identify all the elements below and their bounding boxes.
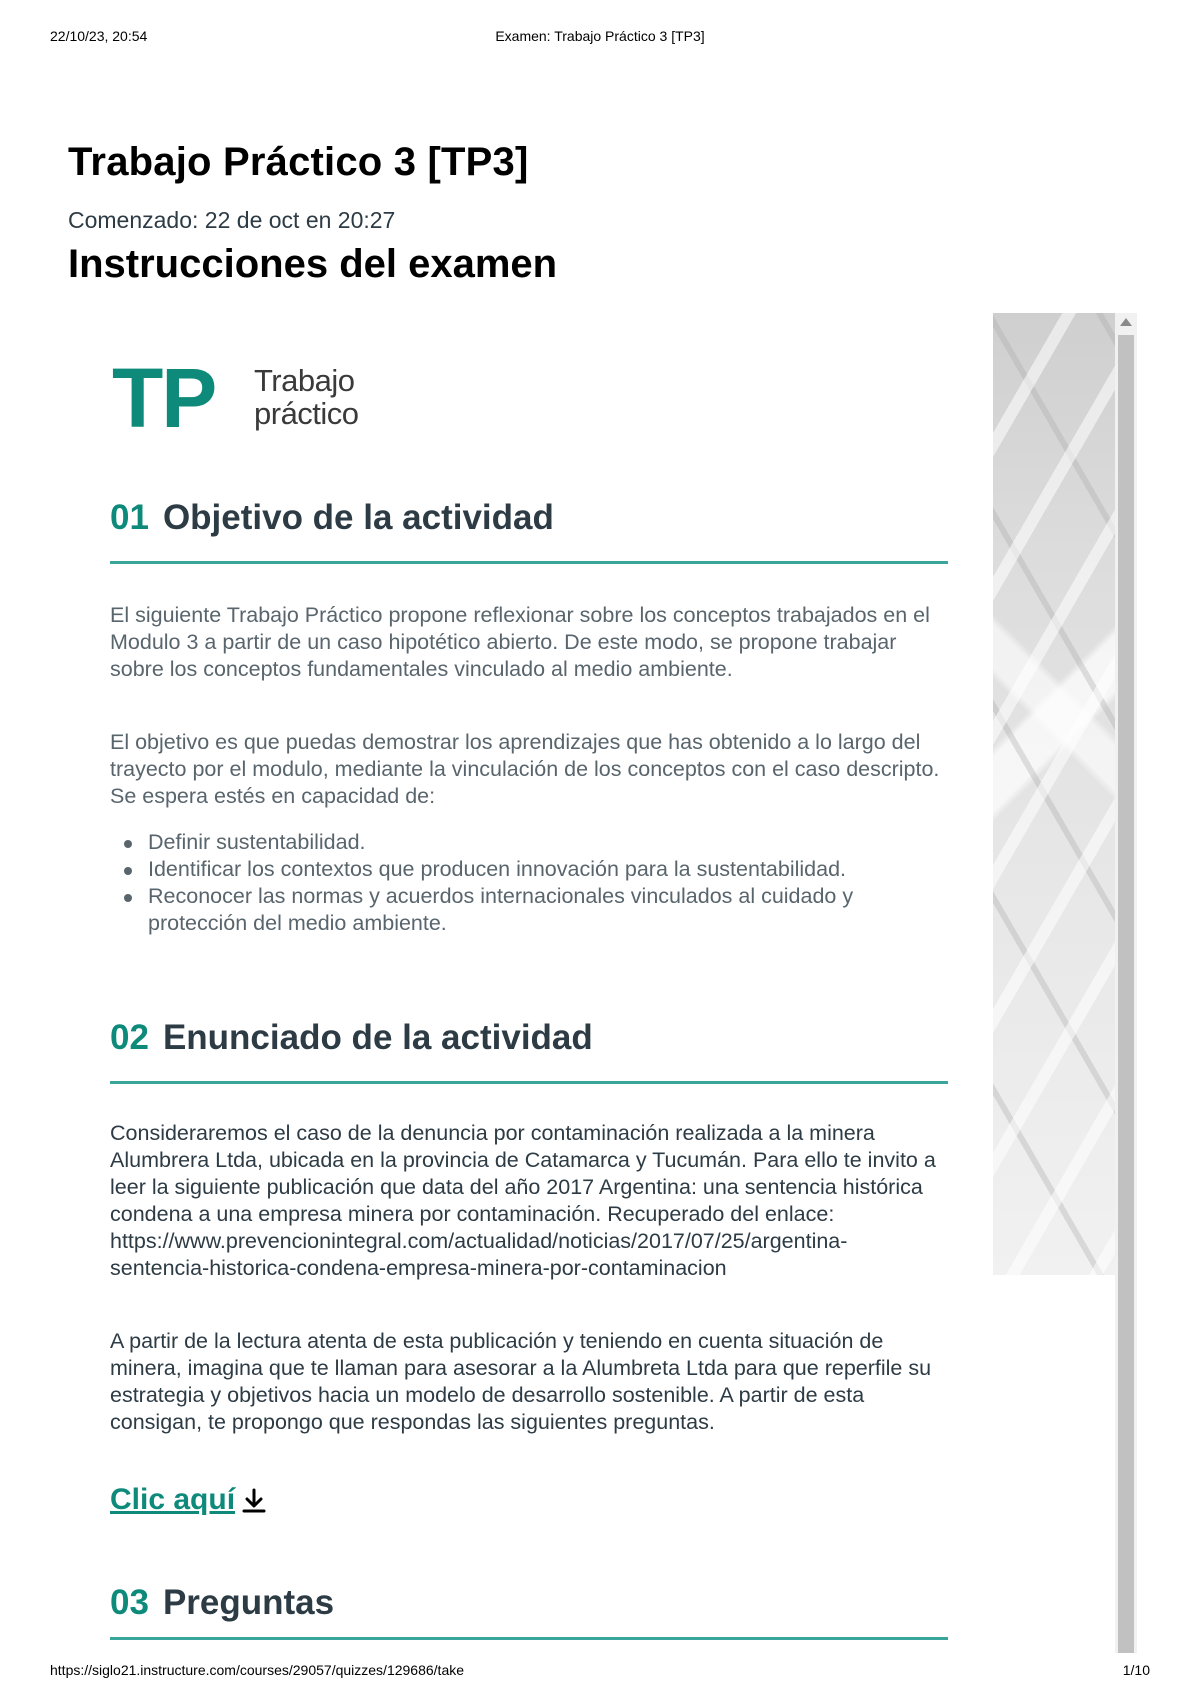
list-item: Definir sustentabilidad. [110, 829, 950, 856]
section-divider [110, 561, 948, 564]
section-number: 03 [110, 1583, 149, 1622]
objetivo-bullet-list [110, 829, 950, 937]
instructions-heading: Instrucciones del examen [68, 242, 558, 286]
logo-text [254, 364, 359, 430]
section-divider [110, 1081, 948, 1084]
section-heading-enunciado [110, 1018, 948, 1058]
print-page-title: Examen: Trabajo Práctico 3 [TP3] [495, 28, 705, 44]
section-divider [110, 1637, 948, 1640]
section-heading-preguntas [110, 1583, 948, 1623]
list-item: Reconocer las normas y acuerdos internacionales vinculados al cuidado y protección del medio ambiente. [110, 883, 950, 937]
print-url: https://siglo21.instructure.com/courses/29057/quizzes/129686/take [50, 1662, 465, 1678]
source-url-line-1: https://www.prevencionintegral.com/actualidad/noticias/2017/07/25/argentina- [110, 1229, 848, 1253]
download-link-label[interactable]: Clic aquí [110, 1483, 236, 1516]
list-item: Identificar los contextos que producen innovación para la sustentabilidad. [110, 856, 950, 883]
scroll-up-arrow-icon[interactable] [1120, 318, 1132, 326]
source-url-line-2: sentencia-historica-condena-empresa-minera-por-contaminacion [110, 1256, 727, 1280]
objetivo-paragraph-1: El siguiente Trabajo Práctico propone reflexionar sobre los conceptos trabajados en el Modulo 3 a partir de un caso hipotético abierto. De este modo, se propone trabajar sobre los conceptos fundamentales vinculado al medio ambiente. [110, 603, 930, 681]
enunciado-text: Consideraremos el caso de la denuncia por contaminación realizada a la minera Alumbrera Ltda, ubicada en la provincia de Catamarca y Tucumán. Para ello te invito a leer la siguiente publicación que data del año 2017 Argentina: una sentencia histórica condena a una empresa minera por contaminación. Recuperado del enlace: [110, 1121, 936, 1226]
quiz-title: Trabajo Práctico 3 [TP3] [68, 140, 529, 184]
scrollbar[interactable] [1115, 313, 1137, 1653]
logo-tp-letters: TP [112, 351, 216, 445]
logo-text-line2: práctico [254, 396, 359, 431]
section-heading-objetivo [110, 498, 948, 538]
section-title: Enunciado de la actividad [162, 1018, 593, 1057]
section-number: 01 [110, 498, 149, 537]
scroll-thumb[interactable] [1118, 335, 1134, 1653]
page-number: 1/10 [1122, 1662, 1150, 1678]
section-title: Objetivo de la actividad [162, 498, 554, 537]
objetivo-paragraph-2: El objetivo es que puedas demostrar los aprendizajes que has obtenido a lo largo del trayecto por el modulo, mediante la vinculación de los conceptos con el caso descripto. Se espera estés en capacidad de: [110, 730, 940, 808]
enunciado-paragraph-1 [110, 1120, 950, 1282]
download-link[interactable] [110, 1483, 267, 1517]
download-icon [241, 1487, 267, 1515]
tp-logo [112, 351, 392, 450]
logo-text-line1: Trabajo [254, 363, 355, 398]
decorative-side-image [993, 313, 1115, 1275]
section-number: 02 [110, 1018, 149, 1057]
started-timestamp: Comenzado: 22 de oct en 20:27 [68, 207, 396, 233]
print-datetime: 22/10/23, 20:54 [50, 28, 148, 44]
section-title: Preguntas [162, 1583, 335, 1622]
enunciado-paragraph-2: A partir de la lectura atenta de esta publicación y teniendo en cuenta situación de minera, imagina que te llaman para asesorar a la Alumbreta Ltda para que reperfile su estrategia y objetivos hacia un modelo de desarrollo sostenible. A partir de esta consigan, te propongo que respondas las siguientes preguntas. [110, 1329, 932, 1434]
